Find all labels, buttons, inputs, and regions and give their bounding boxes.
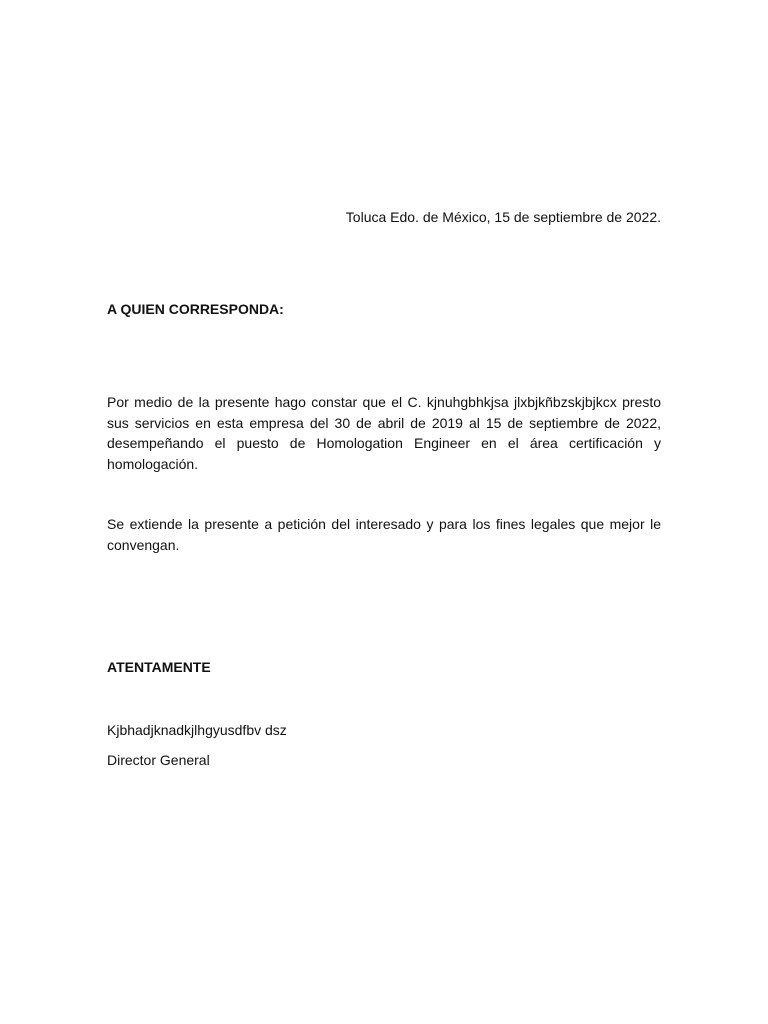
body-paragraph-purpose: Se extiende la presente a petición del interesado y para los fines legales que mejor le convengan. [107, 516, 661, 553]
signer-title: Director General [107, 752, 210, 768]
date-line: Toluca Edo. de México, 15 de septiembre de 2022. [345, 209, 661, 225]
closing: ATENTAMENTE [107, 659, 211, 675]
body-paragraph-employment: Por medio de la presente hago constar que el C. kjnuhgbhkjsa jlxbjkñbzskjbjkcx presto sus servicios en esta empresa del 30 de abril de 2019 al 15 de septiembre de 2022, desempeñando el puesto de Homologation Engineer en el área certificación y homologación. [107, 394, 661, 472]
signer-name: Kjbhadjknadkjlhgyusdfbv dsz [107, 722, 287, 738]
salutation: A QUIEN CORRESPONDA: [107, 301, 284, 317]
